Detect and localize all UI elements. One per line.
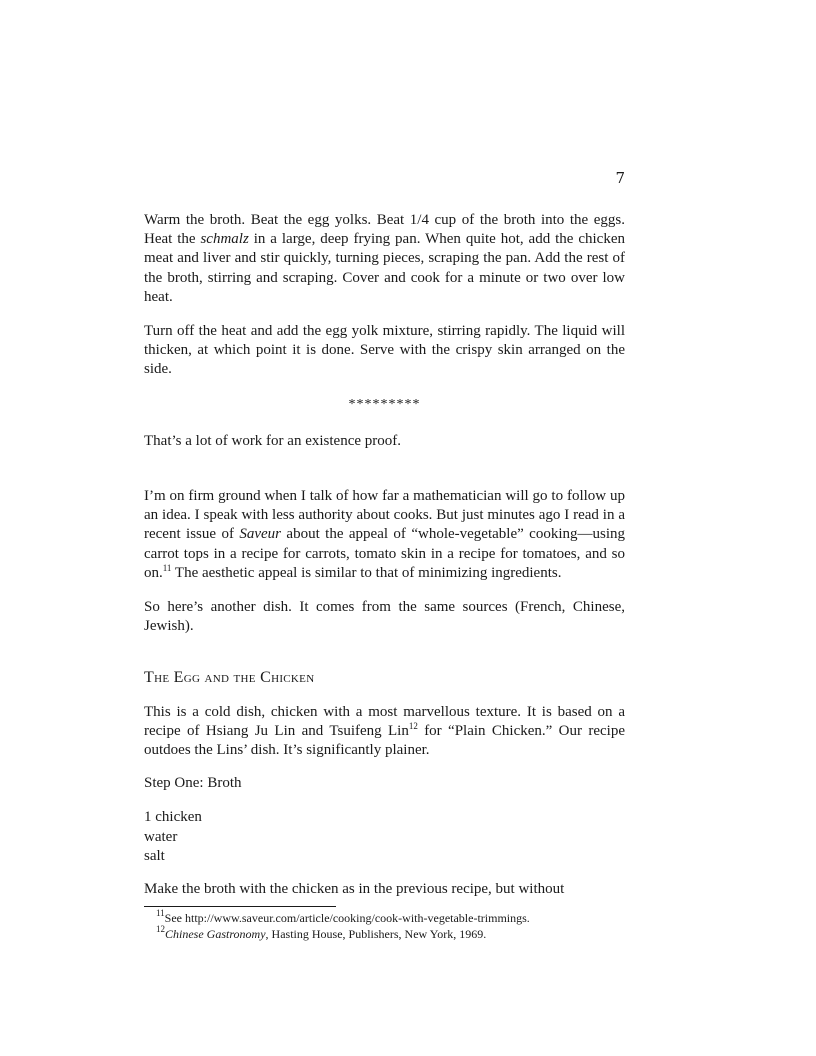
footnote-mark: 12 (156, 924, 165, 934)
footnote-text: , Hasting House, Publishers, New York, 1969. (265, 927, 487, 941)
paragraph-text: That’s a lot of work for an existence proof. (144, 433, 401, 449)
paragraph-text: Warm the broth. Beat the egg yolks. Beat 1/4 cup of the broth into the eggs. Heat the (144, 212, 625, 248)
footnote-mark: 11 (156, 908, 165, 918)
footnote-12 (156, 926, 530, 942)
paragraph-text: I’m on firm ground when I talk of how far a mathematician will go to follow up an idea. I speak with less authority about cooks. But just minutes ago I read in a recent issue of (144, 488, 625, 543)
paragraph-text: about the appeal of “whole-vegetable” cooking—using carrot tops in a recipe for carrots, tomato skin in a recipe for tomatoes, and so on. (144, 526, 625, 581)
step-label: Step One: Broth (144, 775, 242, 791)
paragraph-make-broth (144, 880, 625, 899)
footnote-text: See http://www.saveur.com/article/cooking/cook-with-vegetable-trimmings. (164, 911, 530, 925)
paragraph-cold-dish (144, 703, 625, 761)
paragraph-existence-proof (144, 432, 625, 451)
paragraph-text: in a large, deep frying pan. When quite hot, add the chicken meat and liver and stir quickly, turning pieces, scraping the pan. Add the rest of the broth, stirring and scraping. Cover and cook for a minute or two over low heat. (144, 231, 625, 305)
footnote-ref-11: 11 (162, 562, 172, 573)
paragraph-text: Turn off the heat and add the egg yolk mixture, stirring rapidly. The liquid will thicken, at which point it is done. Serve with the crispy skin arranged on the side. (144, 323, 625, 378)
ingredient-item: water (144, 828, 178, 845)
footnote-ref-12: 12 (408, 721, 418, 732)
ingredient-item: 1 chicken (144, 809, 202, 825)
footnotes (156, 910, 530, 942)
section-separator: ********* (348, 397, 421, 412)
ingredient-list (144, 808, 202, 867)
paragraph-text: for “Plain Chicken.” Our recipe outdoes the Lins’ dish. It’s significantly plainer. (144, 723, 625, 759)
footnote-11 (156, 910, 530, 926)
paragraph-warm-broth (144, 211, 625, 307)
document-page (144, 0, 625, 1056)
footnote-rule (144, 906, 336, 907)
paragraph-turn-off-heat (144, 322, 625, 380)
ingredient-item: salt (144, 848, 165, 864)
paragraph-text: Make the broth with the chicken as in the previous recipe, but without (144, 881, 565, 897)
paragraph-text: So here’s another dish. It comes from the same sources (French, Chinese, Jewish). (144, 599, 625, 635)
paragraph-text: This is a cold dish, chicken with a most marvellous texture. It is based on a recipe of Hsiang Ju Lin and Tsuifeng Lin (144, 704, 625, 740)
footnote-italic-title: Chinese Gastronomy (165, 927, 266, 941)
italic-term-schmalz: schmalz (200, 231, 249, 248)
paragraph-firm-ground (144, 487, 625, 583)
page-number: 7 (615, 169, 625, 187)
paragraph-another-dish (144, 598, 625, 636)
paragraph-text: The aesthetic appeal is similar to that of minimizing ingredients. (171, 564, 562, 581)
italic-title-saveur: Saveur (239, 526, 282, 543)
section-heading: The Egg and the Chicken (144, 669, 315, 686)
